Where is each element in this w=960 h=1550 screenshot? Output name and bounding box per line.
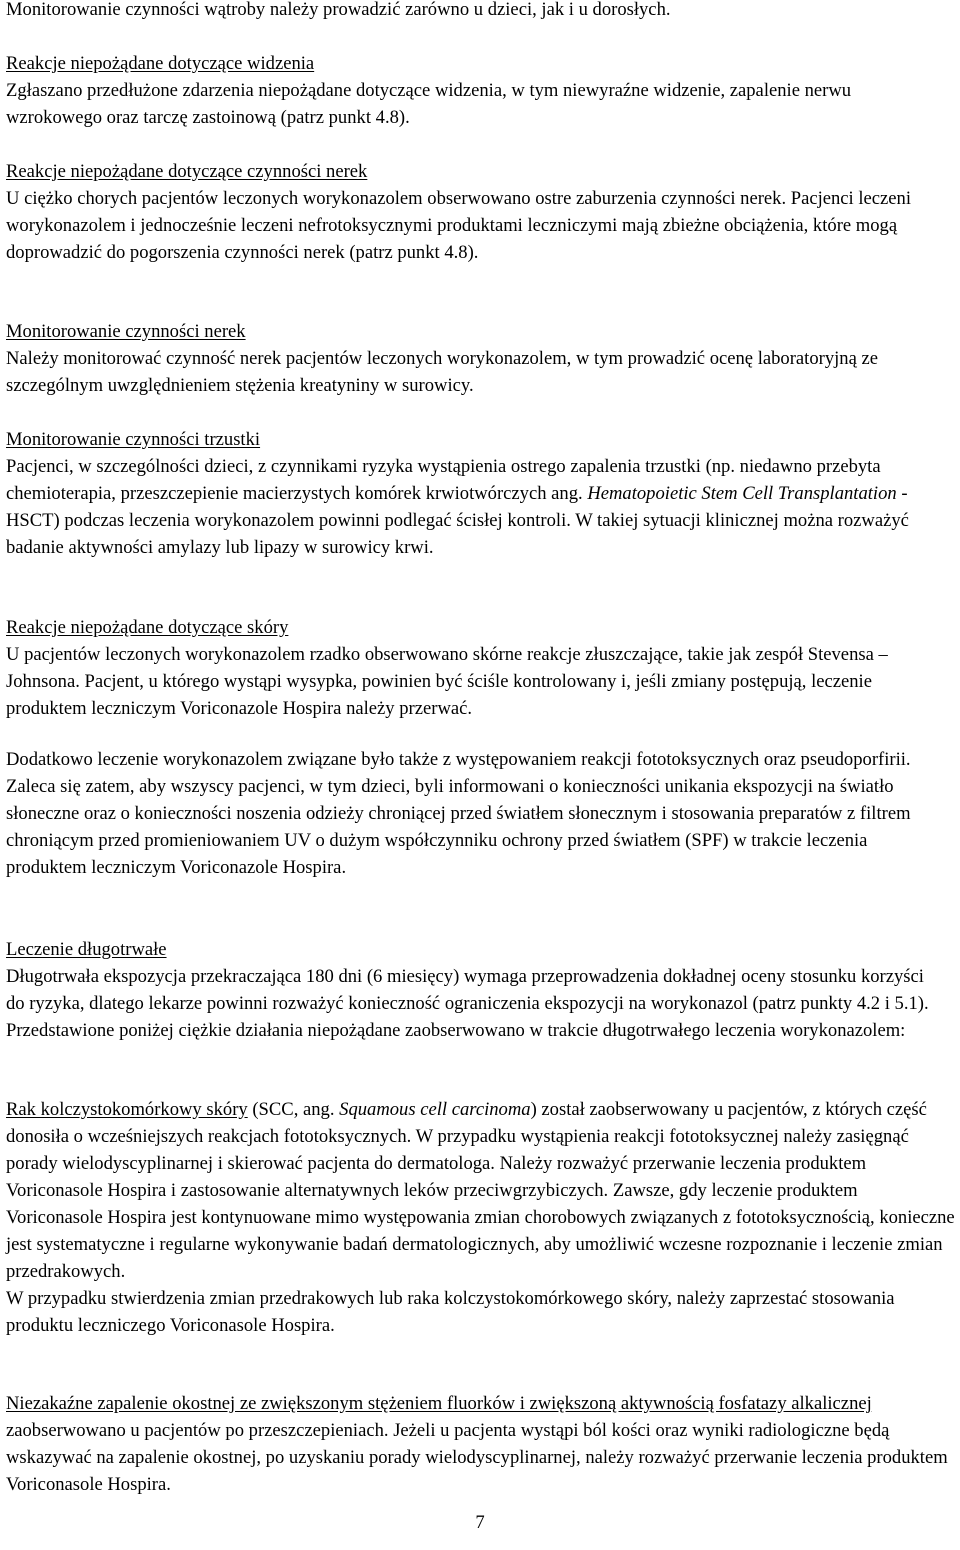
kidney-monitoring-heading: Monitorowanie czynności nerek: [6, 321, 246, 342]
scc-term: Squamous cell carcinoma: [339, 1099, 531, 1120]
vision-body: Zgłaszano przedłużone zdarzenia niepożądane dotyczące widzenia, w tym niewyraźne widzenie, zapalenie nerwu wzrokowego oraz tarczę zastoinową (patrz punkt 4.8).: [6, 80, 852, 128]
periostitis-body: Niezakaźne zapalenie okostnej ze zwiększonym stężeniem fluorków i zwiększoną aktywnością fosfatazy alkalicznej zaobserwowano u pacjentów po przeszczepieniach. Jeżeli u pacjenta wystąpi ból kości oraz wyniki radiologiczne będą wskazywać na zapalenie okostnej, po uzyskaniu porady wielodyscyplinarnej, należy rozważyć przerwanie leczenia produktem Voriconasole Hospira.: [6, 1393, 948, 1495]
kidney-adverse-heading: Reakcje niepożądane dotyczące czynności nerek: [6, 161, 368, 182]
pancreas-heading: Monitorowanie czynności trzustki: [6, 429, 261, 450]
periostitis-heading: Niezakaźne zapalenie okostnej ze zwiększonym stężeniem fluorków i zwiększoną aktywnością fosfatazy alkalicznej: [6, 1393, 872, 1414]
section-long-term: [6, 936, 946, 1044]
kidney-monitoring-body: Należy monitorować czynność nerek pacjentów leczonych worykonazolem, w tym prowadzić ocenę laboratoryjną ze szczególnym uwzględnieniem stężenia kreatyniny w surowicy.: [6, 348, 878, 396]
section-kidney-monitoring: [6, 318, 951, 399]
long-term-heading: Leczenie długotrwałe: [6, 939, 167, 960]
hsct-term: Hematopoietic Stem Cell Transplantation: [587, 483, 897, 504]
skin-body: U pacjentów leczonych worykonazolem rzadko obserwowano skórne reakcje złuszczające, takie jak zespół Stevensa – Johnsona. Pacjent, u którego wystąpi wysypka, powinien być ściśle kontrolowany i, jeśli zmiany postępują, leczenie produktem leczniczym Voriconazole Hospira należy przerwać.: [6, 644, 888, 719]
section-periostitis: [6, 1390, 956, 1498]
section-heading: [6, 50, 951, 77]
section-scc: [6, 1096, 956, 1339]
page-number: 7: [475, 1512, 485, 1533]
section-kidney-adverse: [6, 158, 951, 266]
skin-heading: Reakcje niepożądane dotyczące skóry: [6, 617, 289, 638]
phototoxicity-text: Dodatkowo leczenie worykonazolem związane było także z występowaniem reakcji fototoksycznych oraz pseudoporfirii. Zaleca się zatem, aby wszyscy pacjenci, w tym dzieci, byli informowani o konieczności unikania ekspozycji na światło słoneczne oraz o konieczności noszenia odzieży chroniącej przed światłem słonecznym i stosowania preparatów z filtrem chroniącym przed promieniowaniem UV o dużym współczynniku ochrony przed światłem (SPF) w trakcie leczenia produktem leczniczym Voriconazole Hospira.: [6, 749, 911, 878]
scc-heading: Rak kolczystokomórkowy skóry: [6, 1099, 248, 1120]
section-vision: [6, 50, 951, 131]
liver-monitoring-text: Monitorowanie czynności wątroby należy prowadzić zarówno u dzieci, jak i u dorosłych.: [6, 0, 671, 20]
section-pancreas: [6, 426, 951, 561]
kidney-adverse-body: U ciężko chorych pacjentów leczonych worykonazolem obserwowano ostre zaburzenia czynności nerek. Pacjenci leczeni worykonazolem i jednocześnie leczeni nefrotoksycznymi produktami leczniczymi mają zbieżne obciążenia, które mogą doprowadzić do pogorszenia czynności nerek (patrz punkt 4.8).: [6, 188, 912, 263]
vision-heading: Reakcje niepożądane dotyczące widzenia: [6, 53, 315, 74]
scc-body-continuation: W przypadku stwierdzenia zmian przedrakowych lub raka kolczystokomórkowego skóry, należy zaprzestać stosowania produktu leczniczego Voriconasole Hospira.: [6, 1288, 895, 1336]
pancreas-body: Pacjenci, w szczególności dzieci, z czynnikami ryzyka wystąpienia ostrego zapalenia trzustki (np. niedawno przebyta chemioterapia, przeszczepienie macierzystych komórek krwiotwórczych ang. Hematopoietic Stem Cell Transplantation - HSCT) podczas leczenia worykonazolem powinni podlegać ścisłej kontroli. W takiej sytuacji klinicznej można rozważyć badanie aktywności amylazy lub lipazy w surowicy krwi.: [6, 456, 909, 558]
section-skin: [6, 614, 956, 722]
long-term-body: Długotrwała ekspozycja przekraczająca 180 dni (6 miesięcy) wymaga przeprowadzenia dokładnej oceny stosunku korzyści do ryzyka, dlatego lekarze powinni rozważyć konieczność ograniczenia ekspozycji na worykonazol (patrz punkty 4.2 i 5.1). Przedstawione poniżej ciężkie działania niepożądane zaobserwowano w trakcie długotrwałego leczenia worykonazolem:: [6, 966, 929, 1041]
scc-body: Rak kolczystokomórkowy skóry (SCC, ang. Squamous cell carcinoma) został zaobserwowany u pacjentów, z których część donosiła o wcześniejszych reakcjach fototoksycznych. W przypadku wystąpienia reakcji fototoksycznej należy zasięgnąć porady wielodyscyplinarnej i skierować pacjenta do dermatologa. Należy rozważyć przerwanie leczenia produktem Voriconasole Hospira i zastosowanie alternatywnych leków przeciwgrzybiczych. Zawsze, gdy leczenie produktem Voriconasole Hospira jest kontynuowane mimo występowania zmian chorobowych związanych z fototoksycznością, konieczne jest systematyczne i regularne wykonywanie badań dermatologicznych, aby umożliwić wczesne rozpoznanie i leczenie zmian przedrakowych.: [6, 1099, 955, 1282]
